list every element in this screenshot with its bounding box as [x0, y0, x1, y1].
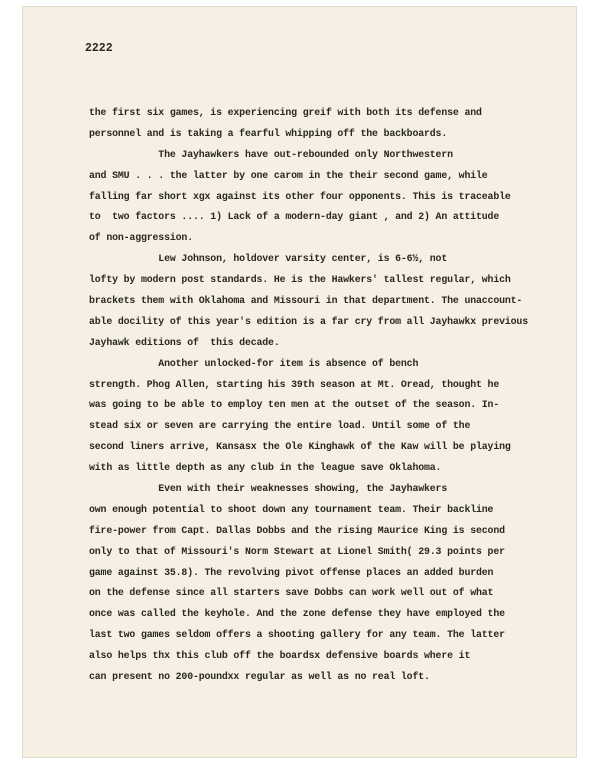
text-line: Even with their weaknesses showing, the Jayhawkers — [89, 483, 448, 495]
text-line: the first six games, is experiencing greif with both its defense and — [89, 107, 482, 118]
text-line: on the defense since all starters save Dobbs can work well out of what — [89, 587, 494, 599]
text-line: of non-aggression. — [89, 232, 193, 244]
text-line: with as little depth as any club in the league save Oklahoma. — [89, 462, 442, 474]
text-line: once was called the keyhole. And the zone defense they have employed the — [89, 608, 505, 620]
text-line: last two games seldom offers a shooting gallery for any team. The latter — [89, 629, 505, 641]
page-number: 2222 — [85, 42, 113, 55]
text-line: own enough potential to shoot down any tournament team. Their backline — [89, 503, 494, 515]
text-line: can present no 200-poundxx regular as well as no real loft. — [89, 671, 430, 683]
text-line: Jayhawk editions of this decade. — [89, 336, 280, 348]
text-line: The Jayhawkers have out-rebounded only Northwestern — [89, 148, 453, 160]
text-line: second liners arrive, Kansasx the Ole Kinghawk of the Kaw will be playing — [89, 441, 511, 453]
text-line: only to that of Missouri's Norm Stewart at Lionel Smith( 29.3 points per — [89, 545, 505, 557]
text-line: stead six or seven are carrying the entire load. Until some of the — [89, 420, 471, 432]
text-line: falling far short xgx against its other four opponents. This is traceable — [89, 190, 511, 202]
text-line: Lew Johnson, holdover varsity center, is 6-6½, not — [89, 253, 448, 265]
text-line: and SMU . . . the latter by one carom in the their second game, while — [89, 169, 488, 181]
text-line: lofty by modern post standards. He is the Hawkers' tallest regular, which — [89, 274, 511, 286]
text-line: Another unlocked-for item is absence of bench — [89, 357, 419, 369]
text-line: to two factors .... 1) Lack of a modern-day giant , and 2) An attitude — [89, 211, 500, 223]
typewritten-page — [22, 6, 577, 758]
text-line: was going to be able to employ ten men at the outset of the season. In- — [89, 399, 500, 411]
text-line: fire-power from Capt. Dallas Dobbs and the rising Maurice King is second — [89, 524, 505, 536]
text-line: brackets them with Oklahoma and Missouri in that department. The unaccount- — [89, 295, 523, 307]
text-line: strength. Phog Allen, starting his 39th season at Mt. Oread, thought he — [89, 378, 500, 390]
text-line: able docility of this year's edition is a far cry from all Jayhawkx previous — [89, 315, 528, 327]
text-line: personnel and is taking a fearful whipping off the backboards. — [89, 127, 448, 139]
text-line: also helps thx this club off the boardsx defensive boards where it — [89, 650, 471, 662]
text-line: game against 35.8). The revolving pivot offense places an added burden — [89, 566, 494, 578]
body-text — [89, 103, 579, 688]
